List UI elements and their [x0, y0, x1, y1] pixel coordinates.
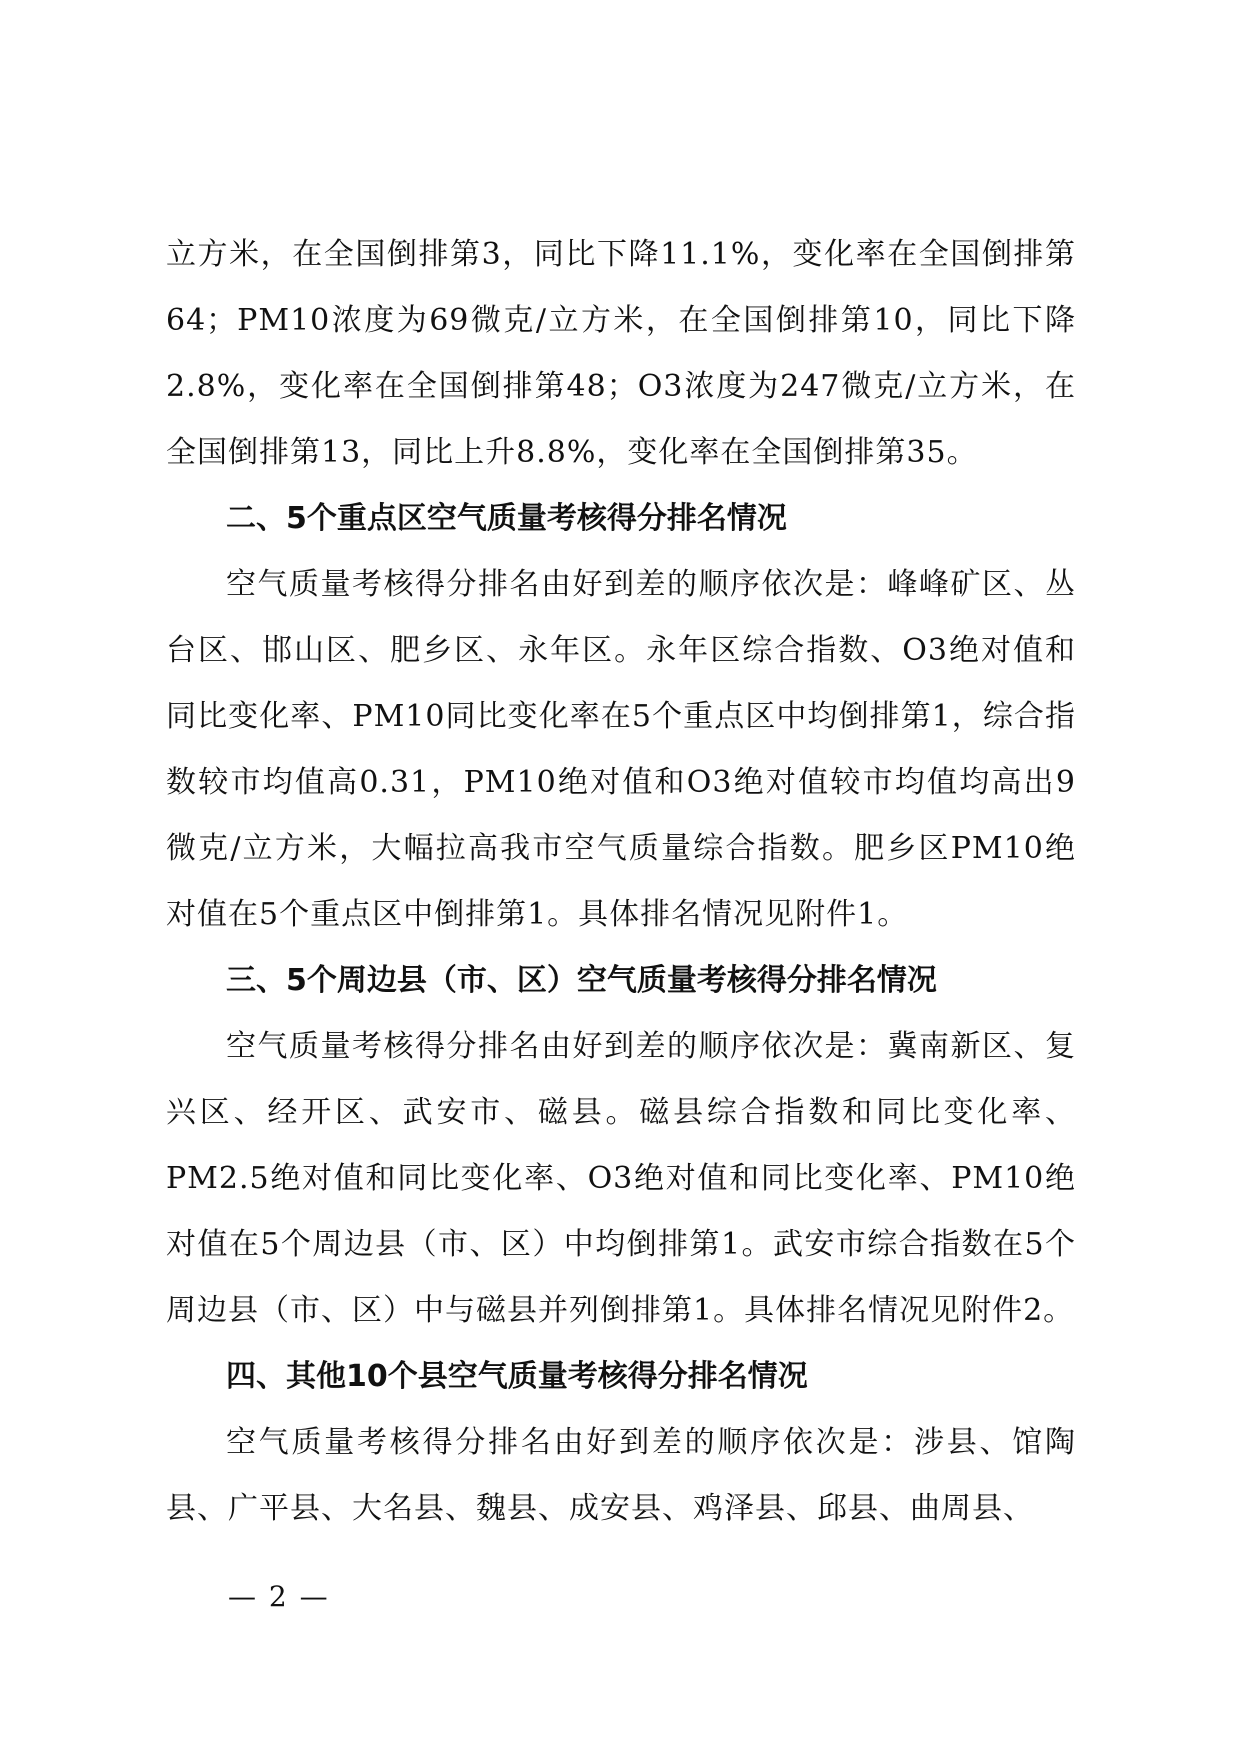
page-number: — 2 — — [228, 1580, 330, 1613]
section-heading-4: 四、其他10个县空气质量考核得分排名情况 — [226, 1359, 808, 1394]
paragraph-key-districts: 空气质量考核得分排名由好到差的顺序依次是：峰峰矿区、丛台区、邯山区、肥乡区、永年区。永年区综合指数、O3绝对值和同比变化率、PM10同比变化率在5个重点区中均倒排第1，综合指数较市均值高0.31，PM10绝对值和O3绝对值较市均值均高出9微克/立方米，大幅拉高我市空气质量综合指数。肥乡区PM10绝对值在5个重点区中倒排第1。具体排名情况见附件1。 — [166, 567, 1076, 932]
section-heading-3: 三、5个周边县（市、区）空气质量考核得分排名情况 — [226, 963, 937, 998]
paragraph-national-ranking: 立方米，在全国倒排第3，同比下降11.1%，变化率在全国倒排第64；PM10浓度为69微克/立方米，在全国倒排第10，同比下降2.8%，变化率在全国倒排第48；O3浓度为247微克/立方米，在全国倒排第13，同比上升8.8%，变化率在全国倒排第35。 — [166, 237, 1076, 470]
section-heading-2: 二、5个重点区空气质量考核得分排名情况 — [226, 501, 787, 536]
document-body — [166, 222, 1076, 1542]
paragraph-other-counties: 空气质量考核得分排名由好到差的顺序依次是：涉县、馆陶县、广平县、大名县、魏县、成安县、鸡泽县、邱县、曲周县、 — [166, 1425, 1076, 1526]
paragraph-surrounding-counties: 空气质量考核得分排名由好到差的顺序依次是：冀南新区、复兴区、经开区、武安市、磁县。磁县综合指数和同比变化率、PM2.5绝对值和同比变化率、O3绝对值和同比变化率、PM10绝对值在5个周边县（市、区）中均倒排第1。武安市综合指数在5个周边县（市、区）中与磁县并列倒排第1。具体排名情况见附件2。 — [166, 1029, 1076, 1328]
